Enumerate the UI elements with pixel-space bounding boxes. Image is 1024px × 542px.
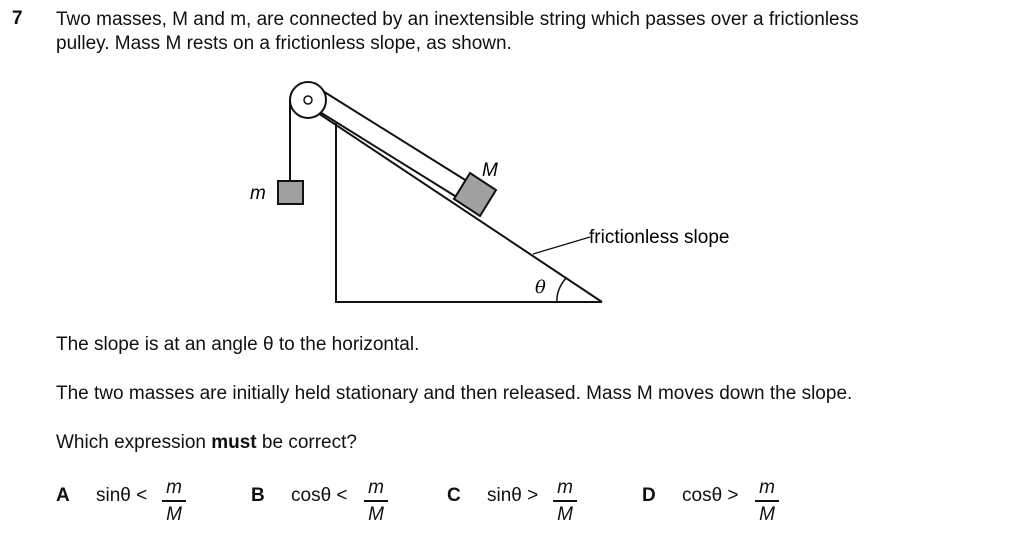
- mass-m-label: m: [250, 183, 266, 204]
- mass-M-label: M: [482, 160, 498, 181]
- fraction-denominator: M: [368, 503, 384, 525]
- option-c[interactable]: [447, 478, 597, 528]
- fraction-numerator: m: [557, 477, 573, 498]
- option-a[interactable]: [56, 478, 206, 528]
- fraction-numerator: m: [759, 477, 775, 498]
- stem-line-1: Two masses, M and m, are connected by an inextensible string which passes over a frictionless: [56, 9, 859, 30]
- fraction-denominator: M: [557, 503, 573, 525]
- option-expression: cosθ >: [682, 485, 739, 506]
- question-number: 7: [12, 8, 23, 29]
- string-upper: [318, 88, 470, 183]
- theta-label: θ: [535, 277, 546, 298]
- fraction-bar: [162, 500, 186, 502]
- slope-edge-upper: [307, 104, 455, 196]
- angle-statement: The slope is at an angle θ to the horizontal.: [56, 334, 420, 355]
- fraction-bar: [755, 500, 779, 502]
- pulley-axle: [304, 96, 312, 104]
- fraction-numerator: m: [368, 477, 384, 498]
- fraction: [364, 478, 388, 526]
- slope-top-line: [318, 113, 602, 302]
- option-letter: A: [56, 485, 70, 506]
- stem-line-2: pulley. Mass M rests on a frictionless slope, as shown.: [56, 33, 512, 54]
- release-statement: The two masses are initially held stationary and then released. Mass M moves down the slope.: [56, 383, 853, 404]
- option-letter: B: [251, 485, 265, 506]
- fraction-numerator: m: [166, 477, 182, 498]
- option-letter: C: [447, 485, 461, 506]
- fraction: [755, 478, 779, 526]
- mass-m-block: [278, 181, 303, 204]
- prompt-bold: must: [211, 432, 257, 453]
- option-expression: cosθ <: [291, 485, 348, 506]
- fraction-denominator: M: [759, 503, 775, 525]
- question-prompt: [56, 431, 357, 455]
- fraction: [553, 478, 577, 526]
- slope-label: frictionless slope: [589, 227, 730, 248]
- option-b[interactable]: [251, 478, 401, 528]
- fraction-bar: [553, 500, 577, 502]
- option-letter: D: [642, 485, 656, 506]
- slope-leader-line: [533, 237, 590, 254]
- prompt-pre: Which expression: [56, 432, 212, 453]
- prompt-post: be correct?: [256, 432, 357, 453]
- option-expression: sinθ <: [96, 485, 148, 506]
- option-expression: sinθ >: [487, 485, 539, 506]
- fraction: [162, 478, 186, 526]
- option-d[interactable]: [642, 478, 792, 528]
- fraction-denominator: M: [166, 503, 182, 525]
- fraction-bar: [364, 500, 388, 502]
- angle-arc: [557, 278, 566, 302]
